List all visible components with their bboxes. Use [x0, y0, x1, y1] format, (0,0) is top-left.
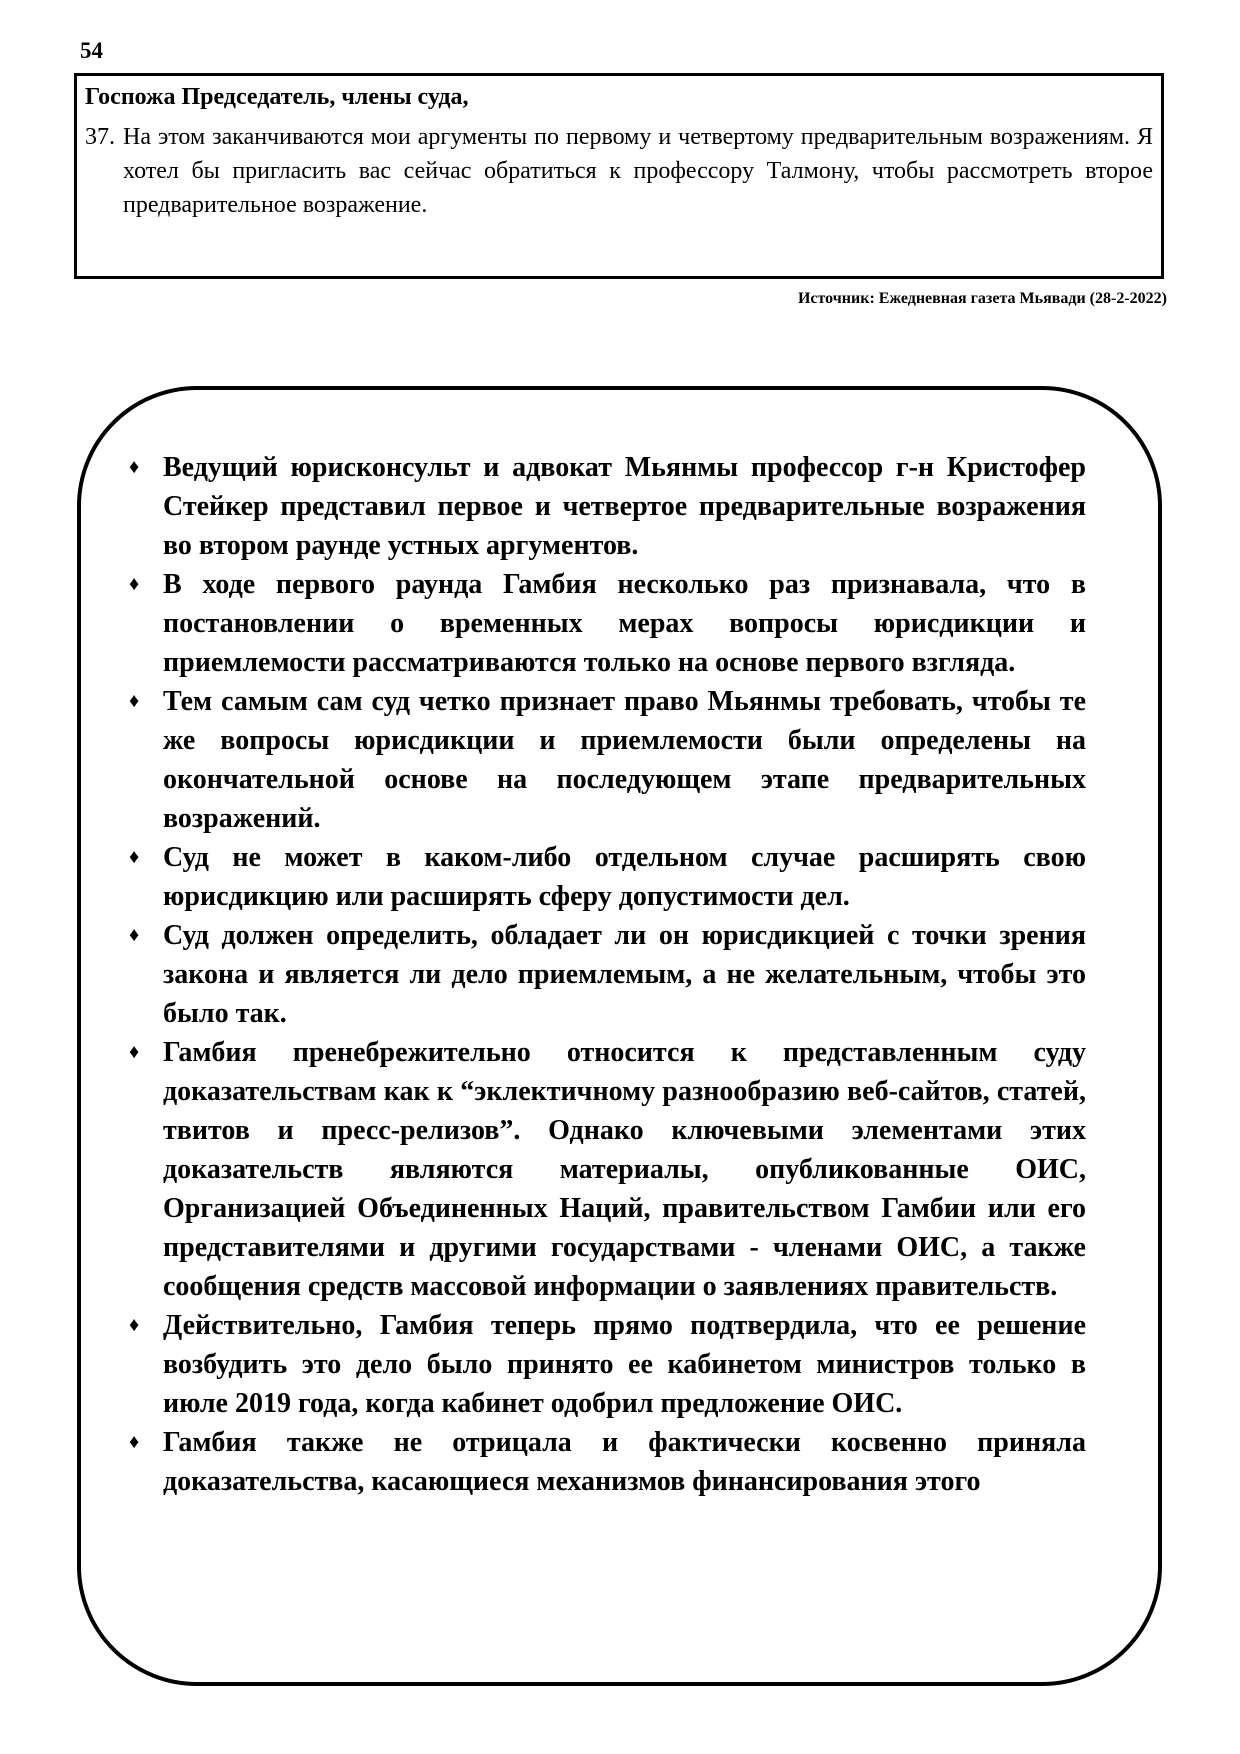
bullet-item: [121, 682, 1086, 838]
bullet-item: [121, 916, 1086, 1033]
numbered-paragraph: [85, 120, 1153, 222]
source-citation: Источник: Ежедневная газета Мьявади (28-2-2022): [797, 290, 1167, 307]
bullet-item: [121, 1306, 1086, 1423]
salutation: Госпожа Председатель, члены суда,: [85, 84, 469, 110]
diamond-bullet-icon: ♦: [129, 1431, 140, 1453]
bullet-text: Суд должен определить, обладает ли он юрисдикцией с точки зрения закона и является ли дело приемлемым, а не желательным, чтобы это было так.: [163, 920, 1086, 1029]
bullet-text: Гамбия также не отрицала и фактически косвенно приняла доказательства, касающиеся механизмов финансирования этого: [163, 1427, 1086, 1497]
diamond-bullet-icon: ♦: [129, 573, 140, 595]
diamond-bullet-icon: ♦: [129, 846, 140, 868]
bullet-text: В ходе первого раунда Гамбия несколько раз признавала, что в постановлении о временных мерах вопросы юрисдикции и приемлемости рассматриваются только на основе первого взгляда.: [163, 569, 1086, 678]
paragraph-number: 37.: [85, 124, 115, 150]
diamond-bullet-icon: ♦: [129, 456, 140, 478]
bullet-item: [121, 1033, 1086, 1306]
quote-box: [74, 73, 1164, 279]
paragraph-text: На этом заканчиваются мои аргументы по первому и четвертому предварительным возражениям. Я хотел бы пригласить вас сейчас обратиться к профессору Талмону, чтобы рассмотреть второе предварительное возражение.: [123, 124, 1153, 218]
page-number: 54: [80, 38, 103, 63]
bullet-text: Гамбия пренебрежительно относится к представленным суду доказательствам как к “эклектичному разнообразию веб-сайтов, статей, твитов и пресс-релизов”. Однако ключевыми элементами этих доказательств являются материалы, опубликованные ОИС, Организацией Объединенных Наций, правительством Гамбии или его представителями и другими государствами - членами ОИС, а также сообщения средств массовой информации о заявлениях правительств.: [163, 1037, 1086, 1302]
bullet-item: [121, 448, 1086, 565]
bullet-list: [121, 448, 1086, 1501]
diamond-bullet-icon: ♦: [129, 1314, 140, 1336]
diamond-bullet-icon: ♦: [129, 924, 140, 946]
bullet-item: [121, 1423, 1086, 1501]
bullet-text: Тем самым сам суд четко признает право Мьянмы требовать, чтобы те же вопросы юрисдикции и приемлемости были определены на окончательной основе на последующем этапе предварительных возражений.: [163, 686, 1086, 834]
bullet-text: Ведущий юрисконсульт и адвокат Мьянмы профессор г-н Кристофер Стейкер представил первое и четвертое предварительные возражения во втором раунде устных аргументов.: [163, 452, 1086, 561]
diamond-bullet-icon: ♦: [129, 690, 140, 712]
bullet-text: Суд не может в каком-либо отдельном случае расширять свою юрисдикцию или расширять сферу допустимости дел.: [163, 842, 1086, 912]
bullet-text: Действительно, Гамбия теперь прямо подтвердила, что ее решение возбудить это дело было принято ее кабинетом министров только в июле 2019 года, когда кабинет одобрил предложение ОИС.: [163, 1310, 1086, 1419]
bullet-item: [121, 838, 1086, 916]
bullet-item: [121, 565, 1086, 682]
diamond-bullet-icon: ♦: [129, 1041, 140, 1063]
summary-box: [77, 386, 1162, 1686]
